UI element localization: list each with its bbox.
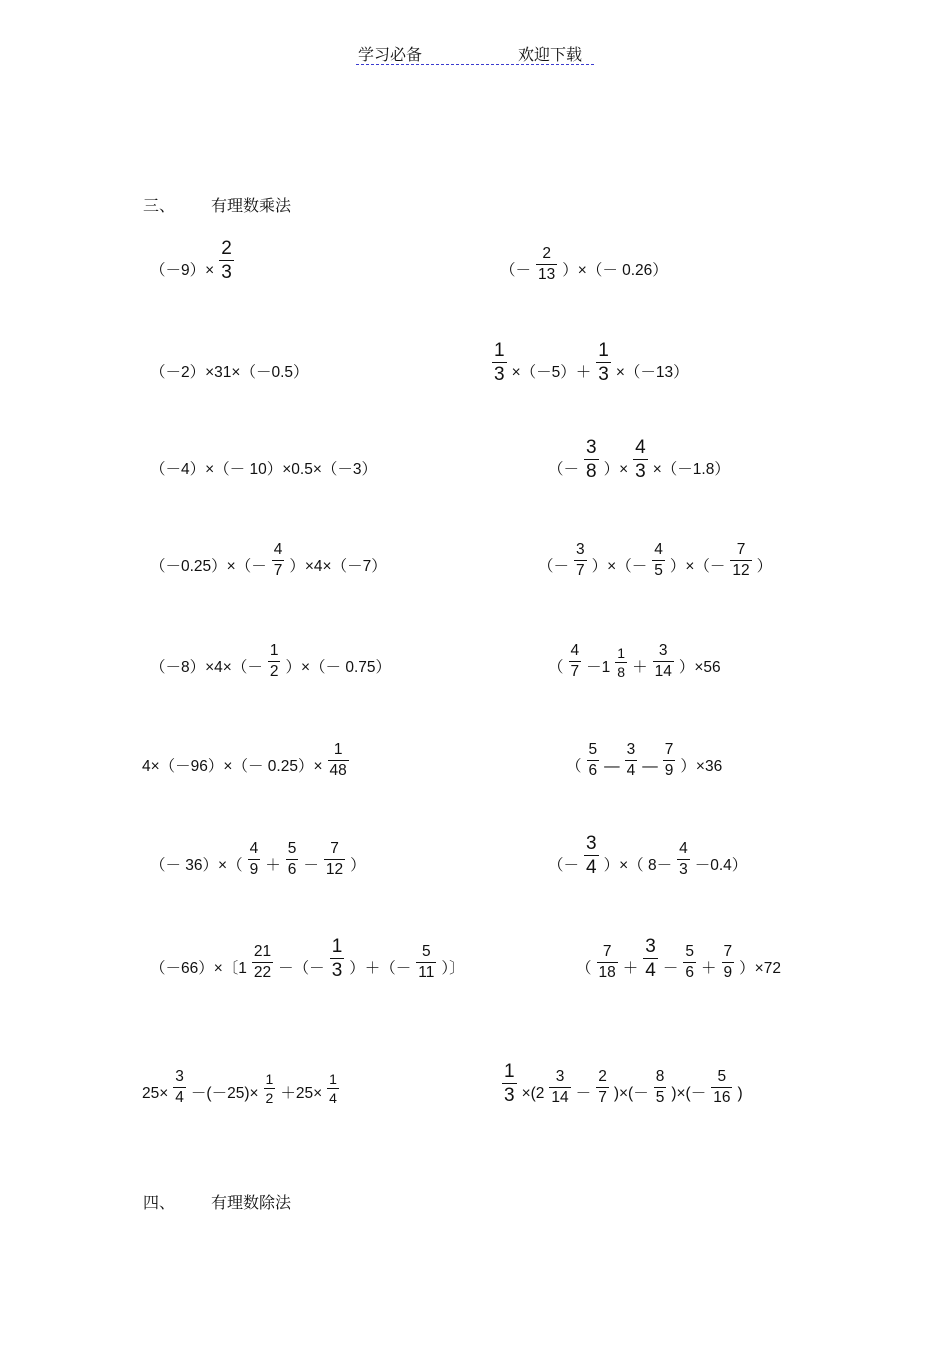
expression-text: )×(－ bbox=[671, 1085, 707, 1102]
numerator: 5 bbox=[717, 1068, 727, 1085]
math-problem bbox=[566, 728, 722, 778]
numerator: 7 bbox=[736, 541, 746, 558]
denominator: 6 bbox=[287, 860, 297, 878]
numerator: 1 bbox=[333, 741, 343, 758]
fraction bbox=[654, 1069, 667, 1105]
expression-text: ×（－1.8） bbox=[652, 461, 730, 478]
math-problem bbox=[548, 629, 721, 679]
fraction bbox=[596, 1069, 609, 1105]
section-number: 三、 bbox=[143, 196, 176, 215]
fraction bbox=[663, 742, 676, 778]
fraction bbox=[173, 1069, 186, 1105]
section-title: 有理数乘法 bbox=[211, 196, 292, 215]
math-problem bbox=[548, 431, 730, 481]
fraction bbox=[730, 542, 751, 578]
numerator: 3 bbox=[645, 936, 656, 957]
denominator: 22 bbox=[253, 963, 272, 981]
denominator: 6 bbox=[588, 761, 598, 779]
numerator: 4 bbox=[273, 541, 283, 558]
denominator: 3 bbox=[679, 860, 688, 878]
denominator: 5 bbox=[654, 561, 663, 579]
expression-text: （ bbox=[576, 960, 592, 977]
denominator: 4 bbox=[329, 1090, 337, 1106]
expression-text: （－ bbox=[538, 558, 570, 575]
numerator: 4 bbox=[570, 642, 580, 659]
numerator: 2 bbox=[221, 238, 232, 259]
expression-text: 25× bbox=[142, 1085, 169, 1102]
fraction bbox=[248, 841, 261, 877]
expression-text: ） bbox=[350, 857, 366, 874]
denominator: 2 bbox=[269, 662, 279, 680]
numerator: 3 bbox=[576, 541, 585, 558]
expression-text: （－ bbox=[548, 461, 580, 478]
denominator: 5 bbox=[655, 1088, 665, 1106]
math-problem bbox=[150, 827, 366, 877]
section-heading-division bbox=[143, 1190, 291, 1213]
expression-text: －1 bbox=[586, 659, 611, 676]
fraction bbox=[328, 742, 349, 778]
numerator: 7 bbox=[664, 741, 674, 758]
fraction bbox=[596, 341, 611, 384]
section-number: 四、 bbox=[143, 1193, 176, 1212]
expression-text: （－ 36）×（ bbox=[150, 857, 243, 874]
denominator: 9 bbox=[723, 963, 733, 981]
expression-text: －（－ bbox=[278, 960, 325, 977]
fraction bbox=[286, 841, 299, 877]
expression-text: － bbox=[575, 1085, 592, 1102]
expression-text: －0.4） bbox=[694, 857, 748, 874]
denominator: 9 bbox=[664, 761, 674, 779]
denominator: 9 bbox=[249, 860, 259, 878]
numerator: 7 bbox=[602, 943, 612, 960]
expression-text: ＋ bbox=[622, 960, 639, 977]
fraction bbox=[587, 742, 600, 778]
denominator: 11 bbox=[418, 963, 435, 981]
denominator: 3 bbox=[221, 262, 232, 283]
fraction bbox=[722, 944, 735, 980]
math-problem bbox=[538, 528, 772, 578]
header-left-text: 学习必备 bbox=[358, 45, 423, 64]
fraction bbox=[272, 542, 285, 578]
numerator: 1 bbox=[494, 340, 505, 361]
numerator: 4 bbox=[654, 541, 663, 558]
expression-text: — bbox=[604, 758, 620, 775]
denominator: 6 bbox=[685, 963, 694, 981]
expression-text: ）× bbox=[603, 461, 629, 478]
expression-text: （ bbox=[548, 659, 564, 676]
fraction bbox=[615, 646, 627, 679]
numerator: 4 bbox=[635, 437, 646, 458]
numerator: 4 bbox=[249, 840, 259, 857]
denominator: 3 bbox=[331, 960, 343, 981]
numerator: 1 bbox=[265, 1071, 274, 1087]
expression-text: （－8）×4×（－ bbox=[150, 659, 263, 676]
expression-text: ＋25× bbox=[280, 1085, 323, 1102]
fraction bbox=[492, 341, 507, 384]
expression-text: （－ bbox=[500, 262, 532, 279]
denominator: 7 bbox=[570, 662, 580, 680]
denominator: 14 bbox=[654, 662, 672, 680]
fraction bbox=[324, 841, 345, 877]
expression-text: ）＋（－ bbox=[349, 960, 412, 977]
fraction bbox=[330, 937, 345, 980]
expression-text: ×（－13） bbox=[615, 364, 689, 381]
expression-text: ×(2 bbox=[521, 1085, 545, 1102]
denominator: 16 bbox=[713, 1088, 731, 1106]
expression-text: ） bbox=[756, 558, 773, 575]
denominator: 13 bbox=[538, 265, 556, 283]
numerator: 5 bbox=[685, 943, 694, 960]
math-problem bbox=[500, 232, 668, 282]
fraction bbox=[597, 944, 618, 980]
header-right-text: 欢迎下载 bbox=[518, 45, 583, 64]
denominator: 14 bbox=[551, 1088, 569, 1106]
numerator: 3 bbox=[626, 741, 636, 758]
expression-text: － bbox=[662, 960, 679, 977]
denominator: 2 bbox=[265, 1090, 274, 1106]
expression-text: （－0.25）×（－ bbox=[150, 558, 267, 575]
fraction bbox=[327, 1072, 339, 1105]
expression-text: ）×72 bbox=[739, 960, 781, 977]
denominator: 3 bbox=[494, 364, 505, 385]
numerator: 7 bbox=[330, 840, 339, 857]
expression-text: )×(－ bbox=[613, 1085, 649, 1102]
fraction bbox=[625, 742, 638, 778]
numerator: 1 bbox=[329, 1071, 337, 1087]
expression-text: ）×56 bbox=[678, 659, 721, 676]
expression-text: ）×36 bbox=[680, 758, 723, 775]
numerator: 1 bbox=[617, 645, 626, 661]
expression-text: －(－25)× bbox=[190, 1085, 259, 1102]
numerator: 3 bbox=[555, 1068, 565, 1085]
denominator: 4 bbox=[626, 761, 636, 779]
numerator: 8 bbox=[655, 1068, 665, 1085]
expression-text: ）×（－ bbox=[591, 558, 648, 575]
fraction bbox=[652, 542, 665, 578]
numerator: 1 bbox=[598, 340, 609, 361]
fraction bbox=[643, 937, 658, 980]
fraction bbox=[536, 246, 557, 282]
math-problem bbox=[576, 930, 781, 980]
fraction bbox=[268, 643, 281, 679]
math-problem bbox=[487, 334, 689, 384]
numerator: 1 bbox=[269, 642, 279, 659]
expression-text: － bbox=[303, 857, 319, 874]
expression-text: ）×（ 8－ bbox=[603, 857, 673, 874]
denominator: 12 bbox=[732, 561, 750, 579]
expression-text: ）×（－ bbox=[669, 558, 726, 575]
denominator: 48 bbox=[329, 761, 347, 779]
expression-text: （－9）× bbox=[150, 262, 215, 279]
expression-text: ）×（－ 0.26） bbox=[562, 262, 668, 279]
fraction bbox=[549, 1069, 570, 1105]
expression-text: （－ bbox=[548, 857, 580, 874]
denominator: 8 bbox=[617, 664, 626, 680]
numerator: 2 bbox=[598, 1068, 607, 1085]
math-problem bbox=[150, 629, 391, 679]
expression-text: （－66）×〔1 bbox=[150, 960, 247, 977]
denominator: 4 bbox=[645, 960, 656, 981]
section-title: 有理数除法 bbox=[211, 1193, 292, 1212]
numerator: 2 bbox=[542, 245, 551, 262]
fraction bbox=[219, 239, 234, 282]
expression-text: — bbox=[642, 758, 658, 775]
section-heading-multiplication bbox=[143, 193, 291, 216]
numerator: 5 bbox=[588, 741, 598, 758]
denominator: 3 bbox=[504, 1085, 515, 1106]
numerator: 4 bbox=[679, 840, 688, 857]
fraction bbox=[711, 1069, 732, 1105]
numerator: 7 bbox=[723, 943, 733, 960]
numerator: 3 bbox=[586, 833, 597, 854]
fraction bbox=[569, 643, 582, 679]
denominator: 3 bbox=[635, 461, 646, 482]
expression-text: （ bbox=[566, 758, 582, 775]
math-problem bbox=[548, 827, 747, 877]
denominator: 7 bbox=[576, 561, 585, 579]
fraction bbox=[633, 438, 648, 481]
numerator: 1 bbox=[504, 1061, 515, 1082]
expression-text: （－2）×31×（－0.5） bbox=[150, 364, 309, 381]
expression-text: ）×（－ 0.75） bbox=[285, 659, 392, 676]
expression-text: ）×4×（－7） bbox=[289, 558, 387, 575]
denominator: 3 bbox=[598, 364, 609, 385]
denominator: 18 bbox=[598, 963, 616, 981]
denominator: 12 bbox=[325, 860, 344, 878]
expression-text: ）〕 bbox=[441, 960, 465, 977]
expression-text: ＋ bbox=[632, 659, 648, 676]
denominator: 7 bbox=[273, 561, 283, 579]
numerator: 5 bbox=[422, 943, 431, 960]
numerator: 21 bbox=[253, 943, 272, 960]
fraction bbox=[584, 834, 599, 877]
numerator: 3 bbox=[586, 437, 597, 458]
fraction bbox=[653, 643, 674, 679]
denominator: 8 bbox=[586, 461, 597, 482]
fraction bbox=[677, 841, 690, 877]
numerator: 5 bbox=[287, 840, 297, 857]
math-problem bbox=[142, 1055, 344, 1105]
numerator: 3 bbox=[658, 642, 668, 659]
numerator: 1 bbox=[331, 936, 343, 957]
numerator: 3 bbox=[175, 1068, 184, 1085]
fraction bbox=[252, 944, 273, 980]
math-problem bbox=[150, 431, 377, 481]
math-problem bbox=[150, 930, 465, 980]
math-problem bbox=[497, 1055, 743, 1105]
fraction bbox=[502, 1062, 517, 1105]
math-problem bbox=[142, 728, 354, 778]
denominator: 4 bbox=[586, 857, 597, 878]
fraction bbox=[574, 542, 587, 578]
fraction bbox=[584, 438, 599, 481]
denominator: 4 bbox=[175, 1088, 184, 1106]
fraction bbox=[683, 944, 696, 980]
expression-text: ×（－5）＋ bbox=[511, 364, 592, 381]
expression-text: ＋ bbox=[701, 960, 717, 977]
denominator: 7 bbox=[598, 1088, 607, 1106]
page-header bbox=[356, 40, 594, 65]
math-problem bbox=[150, 528, 387, 578]
fraction bbox=[264, 1072, 276, 1105]
expression-text: 4×（－96）×（－ 0.25）× bbox=[142, 758, 323, 775]
expression-text: ＋ bbox=[265, 857, 281, 874]
expression-text: ) bbox=[737, 1085, 743, 1102]
fraction bbox=[416, 944, 436, 980]
math-problem bbox=[150, 232, 239, 282]
math-problem bbox=[150, 334, 309, 384]
expression-text: （－4）×（－ 10）×0.5×（－3） bbox=[150, 461, 377, 478]
